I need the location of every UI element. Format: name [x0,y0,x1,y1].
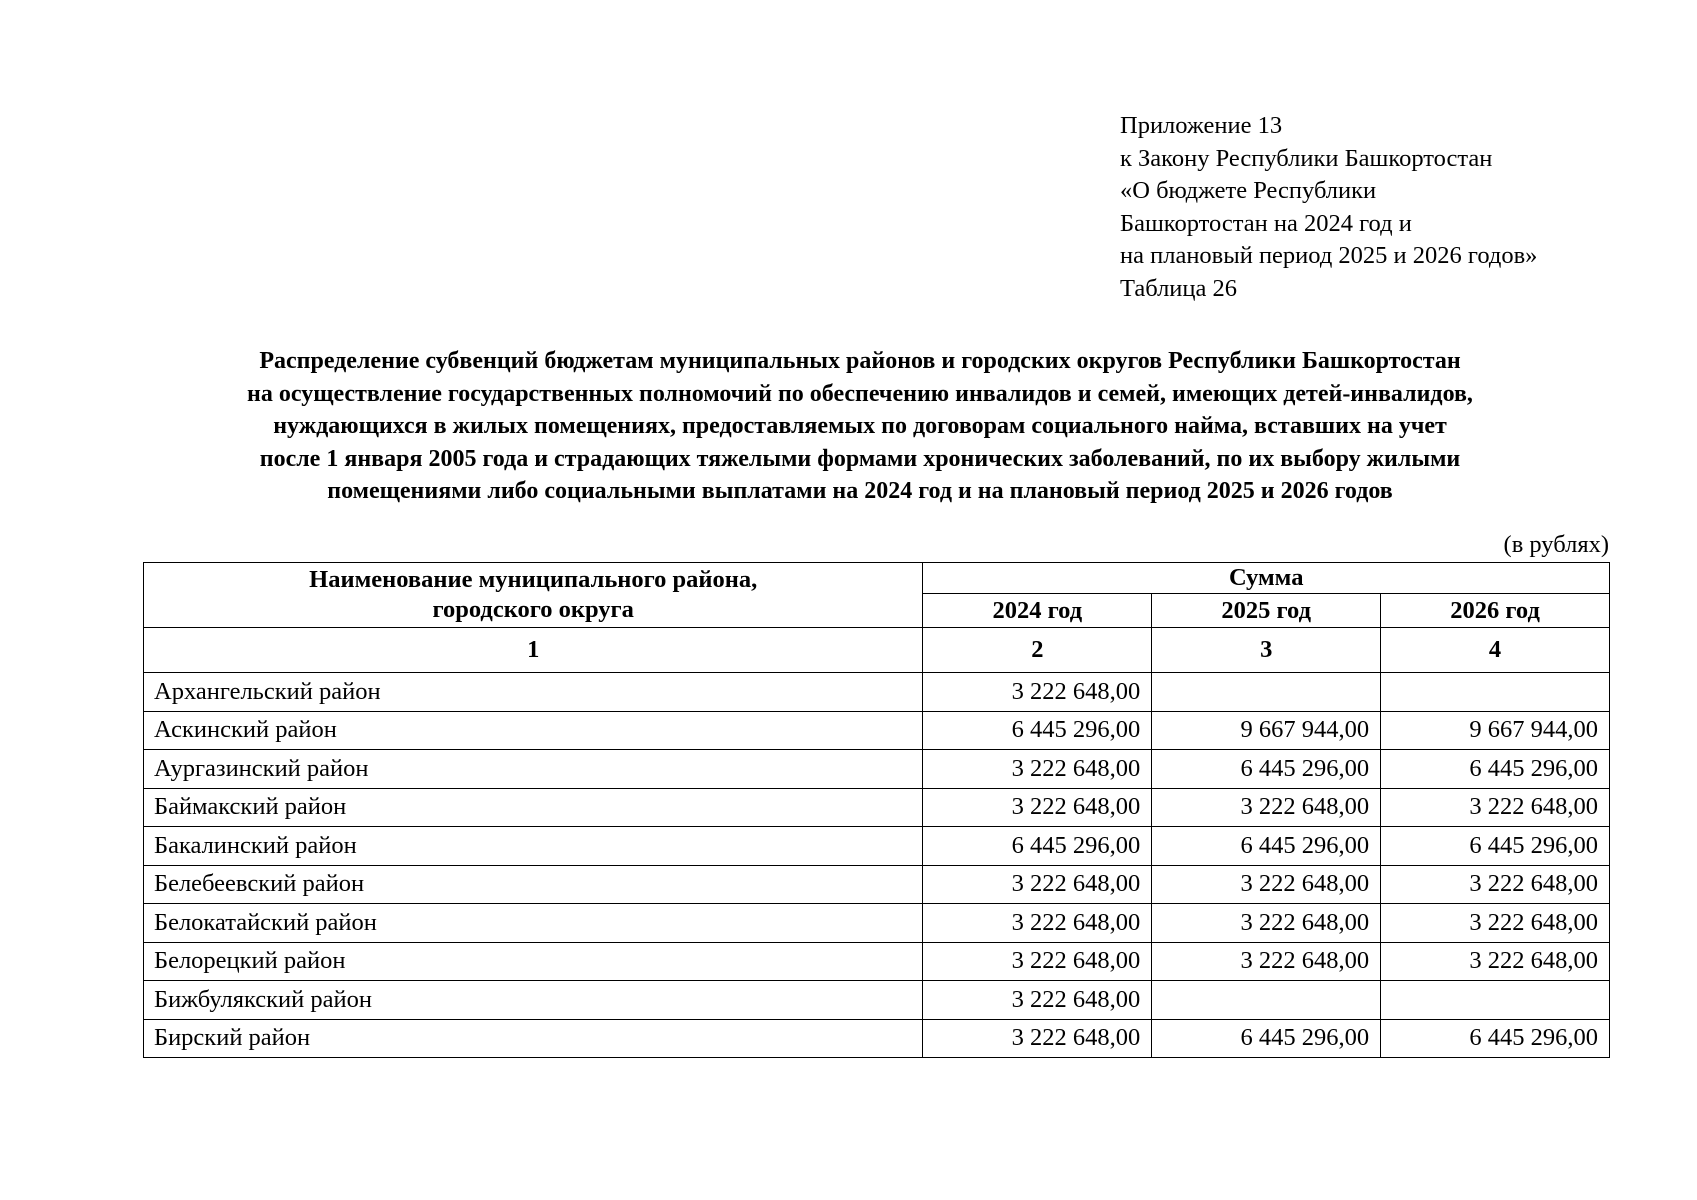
amount-2026: 3 222 648,00 [1381,904,1610,943]
table-row [144,788,1610,827]
district-name: Баймакский район [144,788,923,827]
table-row [144,711,1610,750]
amount-2025: 6 445 296,00 [1152,827,1381,866]
amount-2024: 3 222 648,00 [923,981,1152,1020]
amount-2026: 3 222 648,00 [1381,788,1610,827]
amount-2025: 6 445 296,00 [1152,1019,1381,1058]
year-header-2024: 2024 год [923,594,1152,628]
amount-2026: 3 222 648,00 [1381,942,1610,981]
year-header-2025: 2025 год [1152,594,1381,628]
table-row [144,750,1610,789]
column-number-row [144,628,1610,673]
amount-2026: 6 445 296,00 [1381,750,1610,789]
amount-2025: 6 445 296,00 [1152,750,1381,789]
district-name: Аскинский район [144,711,923,750]
amount-2024: 3 222 648,00 [923,904,1152,943]
amount-2024: 3 222 648,00 [923,788,1152,827]
title-line: нуждающихся в жилых помещениях, предоставляемых по договорам социального найма, вставших на учет [273,413,1447,439]
name-header-line2: городского округа [432,596,634,623]
table-row [144,827,1610,866]
amount-2025 [1152,981,1381,1020]
district-name: Бижбулякский район [144,981,923,1020]
amount-2026 [1381,673,1610,712]
appendix-line: Башкортостан на 2024 год и [1120,209,1412,237]
table-row [144,981,1610,1020]
district-name: Белебеевский район [144,865,923,904]
appendix-line: «О бюджете Республики [1120,177,1377,204]
amount-2025 [1152,673,1381,712]
table-row [144,865,1610,904]
district-name: Аургазинский район [144,750,923,789]
amount-2025: 9 667 944,00 [1152,711,1381,750]
appendix-line: к Закону Республики Башкортостан [1120,144,1493,172]
amount-2024: 3 222 648,00 [923,942,1152,981]
amount-2024: 6 445 296,00 [923,827,1152,866]
amount-2024: 3 222 648,00 [923,865,1152,904]
table-row [144,673,1610,712]
title-line: Распределение субвенций бюджетам муниципальных районов и городских округов Республики Башкортостан [259,348,1461,374]
district-name: Белорецкий район [144,942,923,981]
district-name: Бирский район [144,1019,923,1058]
amount-2026 [1381,981,1610,1020]
column-number: 2 [923,628,1152,673]
amount-2026: 6 445 296,00 [1381,1019,1610,1058]
appendix-header [1120,110,1537,305]
name-column-header [144,563,923,628]
title-line: помещениями либо социальными выплатами на 2024 год и на плановый период 2025 и 2026 годов [327,478,1393,504]
appendix-line: Таблица 26 [1120,274,1238,302]
district-name: Бакалинский район [144,827,923,866]
column-number: 1 [144,628,923,673]
document-title [140,345,1580,508]
amount-2026: 9 667 944,00 [1381,711,1610,750]
table-row [144,942,1610,981]
appendix-line: Приложение 13 [1120,112,1283,139]
table-row [144,1019,1610,1058]
column-number: 4 [1381,628,1610,673]
unit-note: (в рублях) [1503,531,1609,558]
amount-2025: 3 222 648,00 [1152,788,1381,827]
name-header-line1: Наименование муниципального района, [309,566,758,593]
district-name: Архангельский район [144,673,923,712]
sum-header: Сумма [923,563,1610,594]
table-row [144,904,1610,943]
amount-2025: 3 222 648,00 [1152,865,1381,904]
amount-2024: 6 445 296,00 [923,711,1152,750]
title-line: на осуществление государственных полномочий по обеспечению инвалидов и семей, имеющих детей-инвалидов, [247,380,1473,407]
year-header-2026: 2026 год [1381,594,1610,628]
amount-2024: 3 222 648,00 [923,1019,1152,1058]
subventions-table [143,562,1610,1058]
district-name: Белокатайский район [144,904,923,943]
amount-2026: 3 222 648,00 [1381,865,1610,904]
column-number: 3 [1152,628,1381,673]
amount-2024: 3 222 648,00 [923,673,1152,712]
appendix-line: на плановый период 2025 и 2026 годов» [1120,242,1538,269]
amount-2026: 6 445 296,00 [1381,827,1610,866]
title-line: после 1 января 2005 года и страдающих тяжелыми формами хронических заболеваний, по их выбору жилыми [259,445,1461,472]
amount-2025: 3 222 648,00 [1152,942,1381,981]
amount-2024: 3 222 648,00 [923,750,1152,789]
amount-2025: 3 222 648,00 [1152,904,1381,943]
